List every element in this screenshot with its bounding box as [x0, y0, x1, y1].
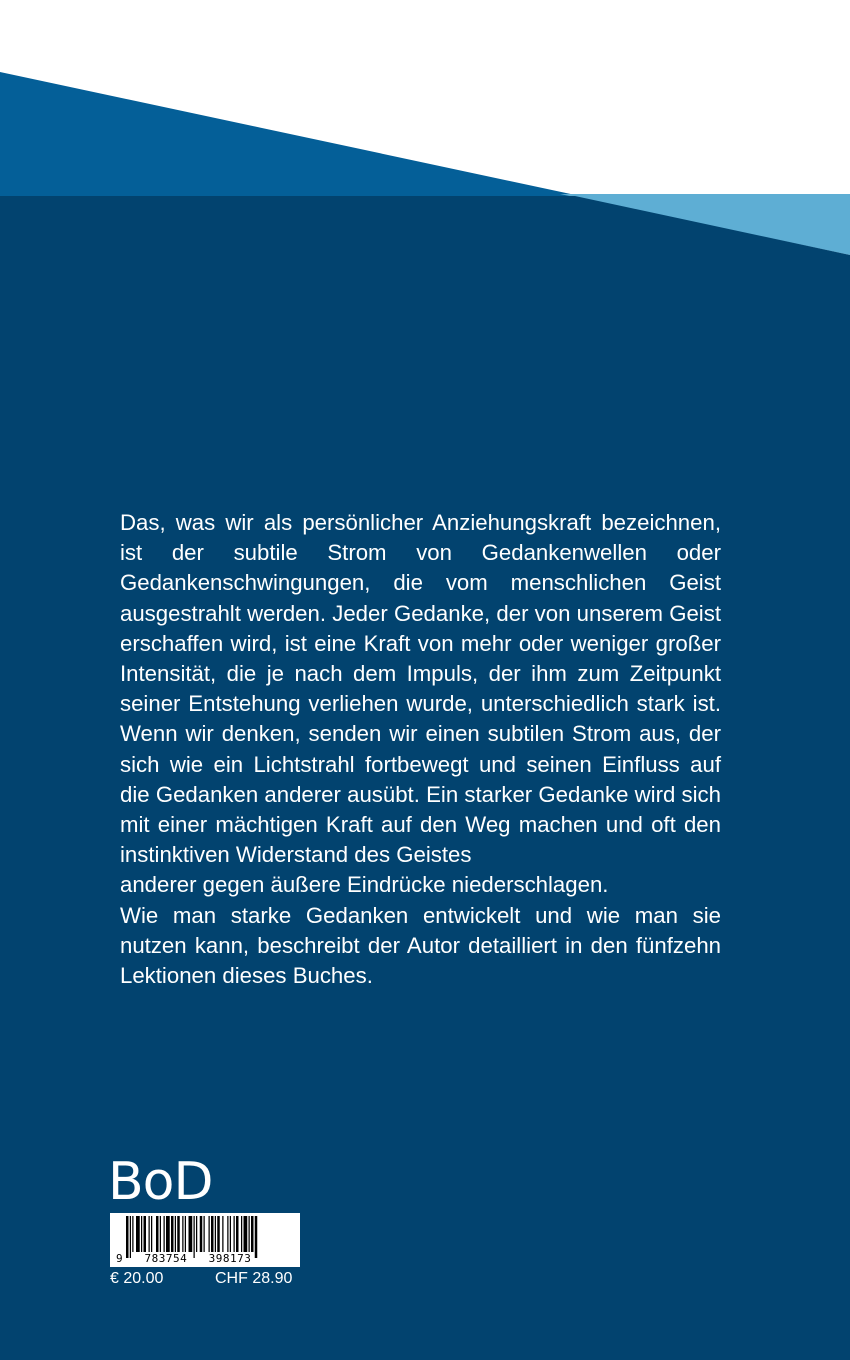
barcode-bar — [249, 1216, 250, 1252]
barcode-bar — [160, 1216, 161, 1252]
barcode-bar — [182, 1216, 183, 1252]
blurb-paragraph-1: Das, was wir als persönlicher Anziehungskraft bezeichnen, ist der subtile Strom von Gedankenwellen oder Gedankenschwingungen, die vom menschlichen Geist ausgestrahlt werden. Jeder Gedanke, der von unserem Geist erschaffen wird, ist eine Kraft von mehr oder weniger großer Intensität, die je nach dem Impuls, der ihm zum Zeitpunkt seiner Entstehung verliehen wurde, unterschiedlich stark ist. Wenn wir denken, senden wir einen subtilen Strom aus, der sich wie ein Lichtstrahl fortbewegt und seinen Einfluss auf die Gedanken anderer ausübt. Ein starker Gedanke wird sich mit einer mächtigen Kraft auf den Weg machen und oft den instinktiven Widerstand des Geistes — [120, 510, 721, 868]
mid-blue-band — [0, 72, 580, 196]
barcode-bar — [164, 1216, 165, 1252]
barcode-bar — [156, 1216, 159, 1252]
isbn-digits: 9 783754 398173 — [116, 1252, 252, 1265]
price-chf: CHF 28.90 — [215, 1270, 293, 1287]
barcode-bar — [149, 1216, 150, 1252]
barcode-bar — [136, 1216, 140, 1252]
barcode-bar — [175, 1216, 176, 1252]
barcode-bar — [151, 1216, 152, 1252]
barcode-bar — [234, 1216, 235, 1252]
barcode-bar — [255, 1216, 258, 1258]
barcode-bar — [200, 1216, 203, 1252]
barcode-bar — [215, 1216, 216, 1252]
barcode-bar — [209, 1216, 210, 1252]
barcode-bar — [171, 1216, 174, 1252]
barcode-bar — [185, 1216, 186, 1252]
publisher-logo: BoD — [108, 1152, 213, 1212]
barcode-bar — [211, 1216, 214, 1252]
barcode-bar — [189, 1216, 193, 1252]
barcode-bar — [244, 1216, 248, 1252]
barcode-bar — [236, 1216, 239, 1252]
barcode-bar — [251, 1216, 254, 1252]
barcode-bar — [217, 1216, 220, 1252]
barcode-bar — [227, 1216, 228, 1252]
blurb-paragraph-2: Wie man starke Gedanken entwickelt und wie man sie nutzen kann, beschreibt der Autor detailliert in den fünfzehn Lektionen dieses Buches. — [120, 902, 721, 989]
barcode-bar — [177, 1216, 180, 1252]
barcode-bar — [141, 1216, 142, 1252]
barcode-bar — [204, 1216, 205, 1252]
price-eur: € 20.00 — [110, 1270, 164, 1287]
barcode-bar — [144, 1216, 147, 1252]
barcode-bar — [222, 1216, 223, 1252]
barcode-bar — [196, 1216, 197, 1252]
barcode-bar — [166, 1216, 170, 1252]
back-cover-blurb — [120, 508, 721, 991]
blurb-paragraph-1-end: anderer gegen äußere Eindrücke niederschlagen. — [120, 872, 609, 898]
barcode-bar — [241, 1216, 242, 1252]
barcode-bar — [132, 1216, 133, 1252]
isbn-barcode — [110, 1213, 300, 1267]
barcode-bar — [230, 1216, 231, 1252]
